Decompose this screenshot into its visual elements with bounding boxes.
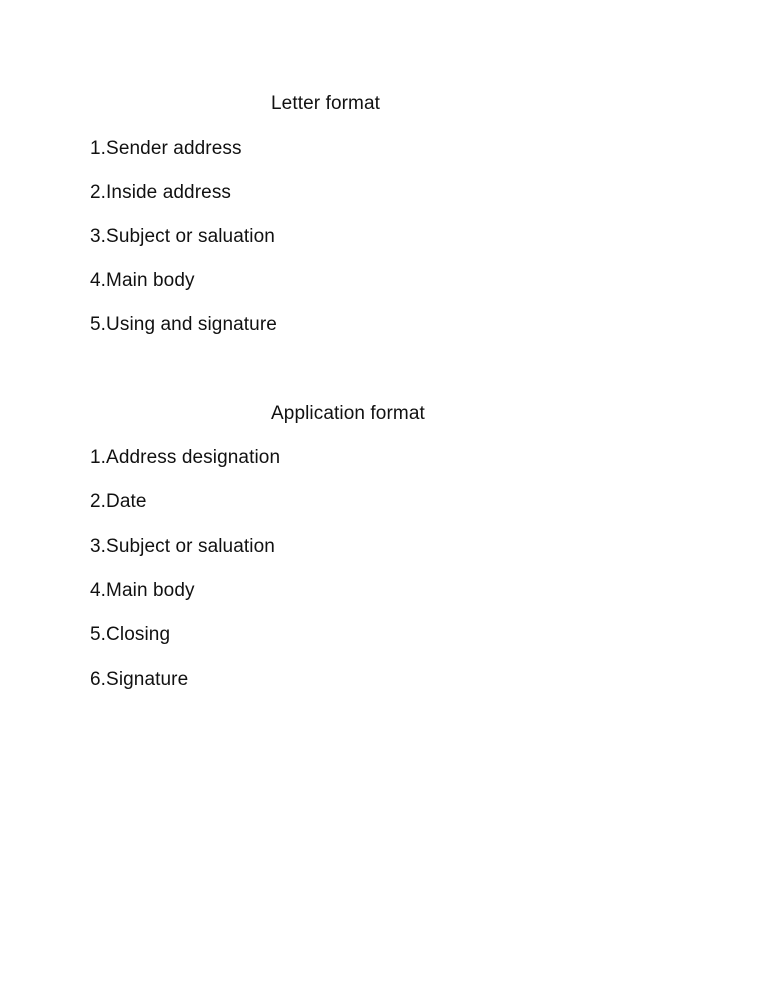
- list-item: 1.Sender address: [90, 138, 242, 159]
- list-item: 5.Closing: [90, 624, 171, 645]
- list-item: 3.Subject or saluation: [90, 226, 275, 247]
- list-item: 3.Subject or saluation: [90, 536, 275, 557]
- list-item: 4.Main body: [90, 580, 195, 601]
- list-item: 5.Using and signature: [90, 314, 277, 335]
- section-heading-application-format: Application format: [271, 403, 425, 424]
- list-item: 2.Inside address: [90, 182, 232, 203]
- list-item: 1.Address designation: [90, 447, 281, 468]
- list-item: 4.Main body: [90, 270, 195, 291]
- list-item: 2.Date: [90, 491, 147, 512]
- list-item: 6.Signature: [90, 669, 189, 690]
- section-heading-letter-format: Letter format: [271, 93, 381, 114]
